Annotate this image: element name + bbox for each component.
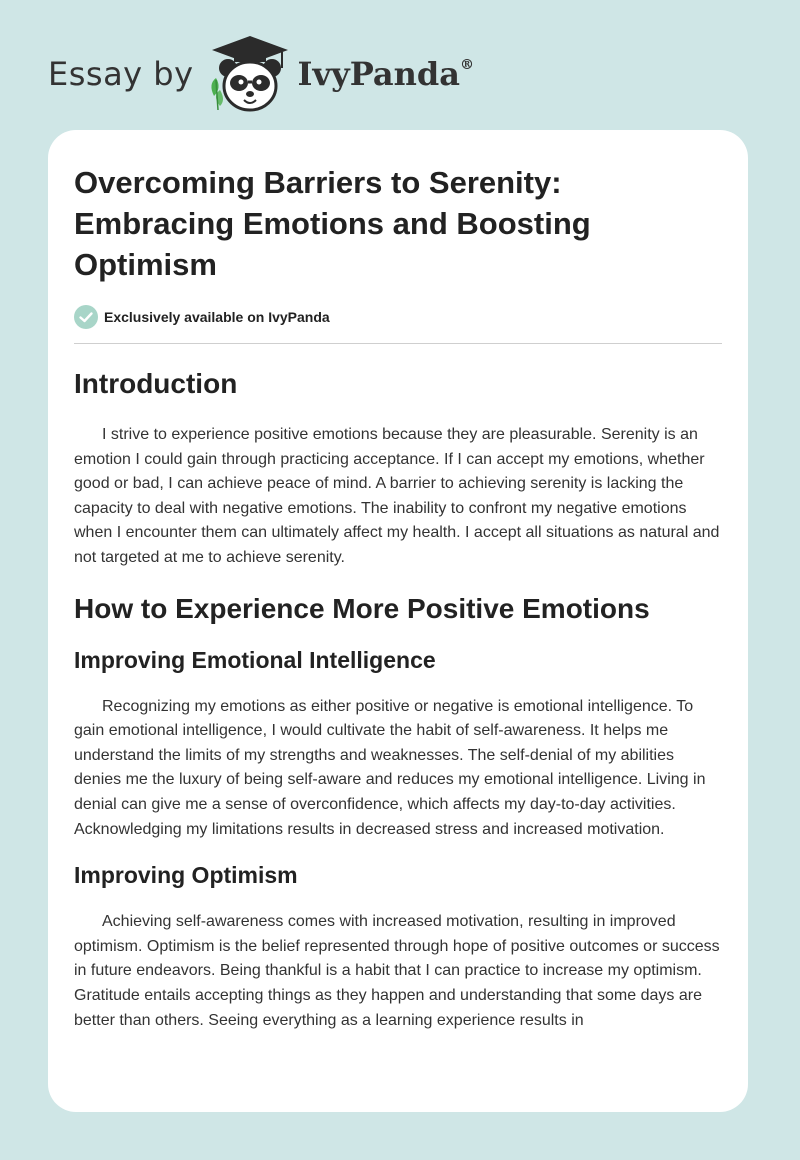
essay-card — [48, 130, 748, 1112]
heading-optimism: Improving Optimism — [74, 862, 298, 889]
divider — [74, 343, 722, 344]
brand-name: IvyPanda® — [297, 55, 474, 93]
paragraph-optimism: Achieving self-awareness comes with increased motivation, resulting in improved optimism. Optimism is the belief represented through hope of positive outcomes or success in future endeavors. Being thankful is a habit that I can practice to increase my optimism. Gratitude entails accepting things as they happen and understanding that some days are better than others. Seeing everything as a learning experience results in — [74, 913, 720, 1029]
brand-prefix: Essay by — [48, 55, 194, 93]
registered-mark: ® — [460, 57, 474, 73]
heading-positive-emotions: How to Experience More Positive Emotions — [74, 592, 650, 624]
paragraph-emotional-intelligence: Recognizing my emotions as either positive or negative is emotional intelligence. To gain emotional intelligence, I would cultivate the habit of self-awareness. It helps me understand the limits of my strengths and weaknesses. The self-denial of my abilities denies me the luxury of being self-aware and reduces my emotional intelligence. Living in denial can give me a sense of overconfidence, which affects my day-to-day activities. Acknowledging my limitations results in decreased stress and increased motivation. — [74, 697, 706, 838]
heading-introduction: Introduction — [74, 368, 238, 399]
paragraph-introduction: I strive to experience positive emotions because they are pleasurable. Serenity is an emotion I could gain through practicing acceptance. If I can accept my emotions, whether good or bad, I can achieve peace of mind. A barrier to achieving serenity is lacking the capacity to deal with negative emotions. The inability to confront my negative emotions when I encounter them can ultimately affect my health. I accept all situations as natural and not targeted at me to achieve serenity. — [74, 426, 720, 566]
essay-content — [74, 162, 722, 1033]
panda-logo-icon[interactable] — [206, 34, 294, 114]
essay-title: Overcoming Barriers to Serenity: Embracing Emotions and Boosting Optimism — [74, 165, 591, 282]
heading-emotional-intelligence: Improving Emotional Intelligence — [74, 646, 436, 673]
check-circle-icon — [74, 305, 98, 329]
brand-header — [48, 34, 474, 114]
exclusive-badge — [74, 305, 722, 329]
exclusive-label: Exclusively available on IvyPanda — [104, 309, 330, 325]
